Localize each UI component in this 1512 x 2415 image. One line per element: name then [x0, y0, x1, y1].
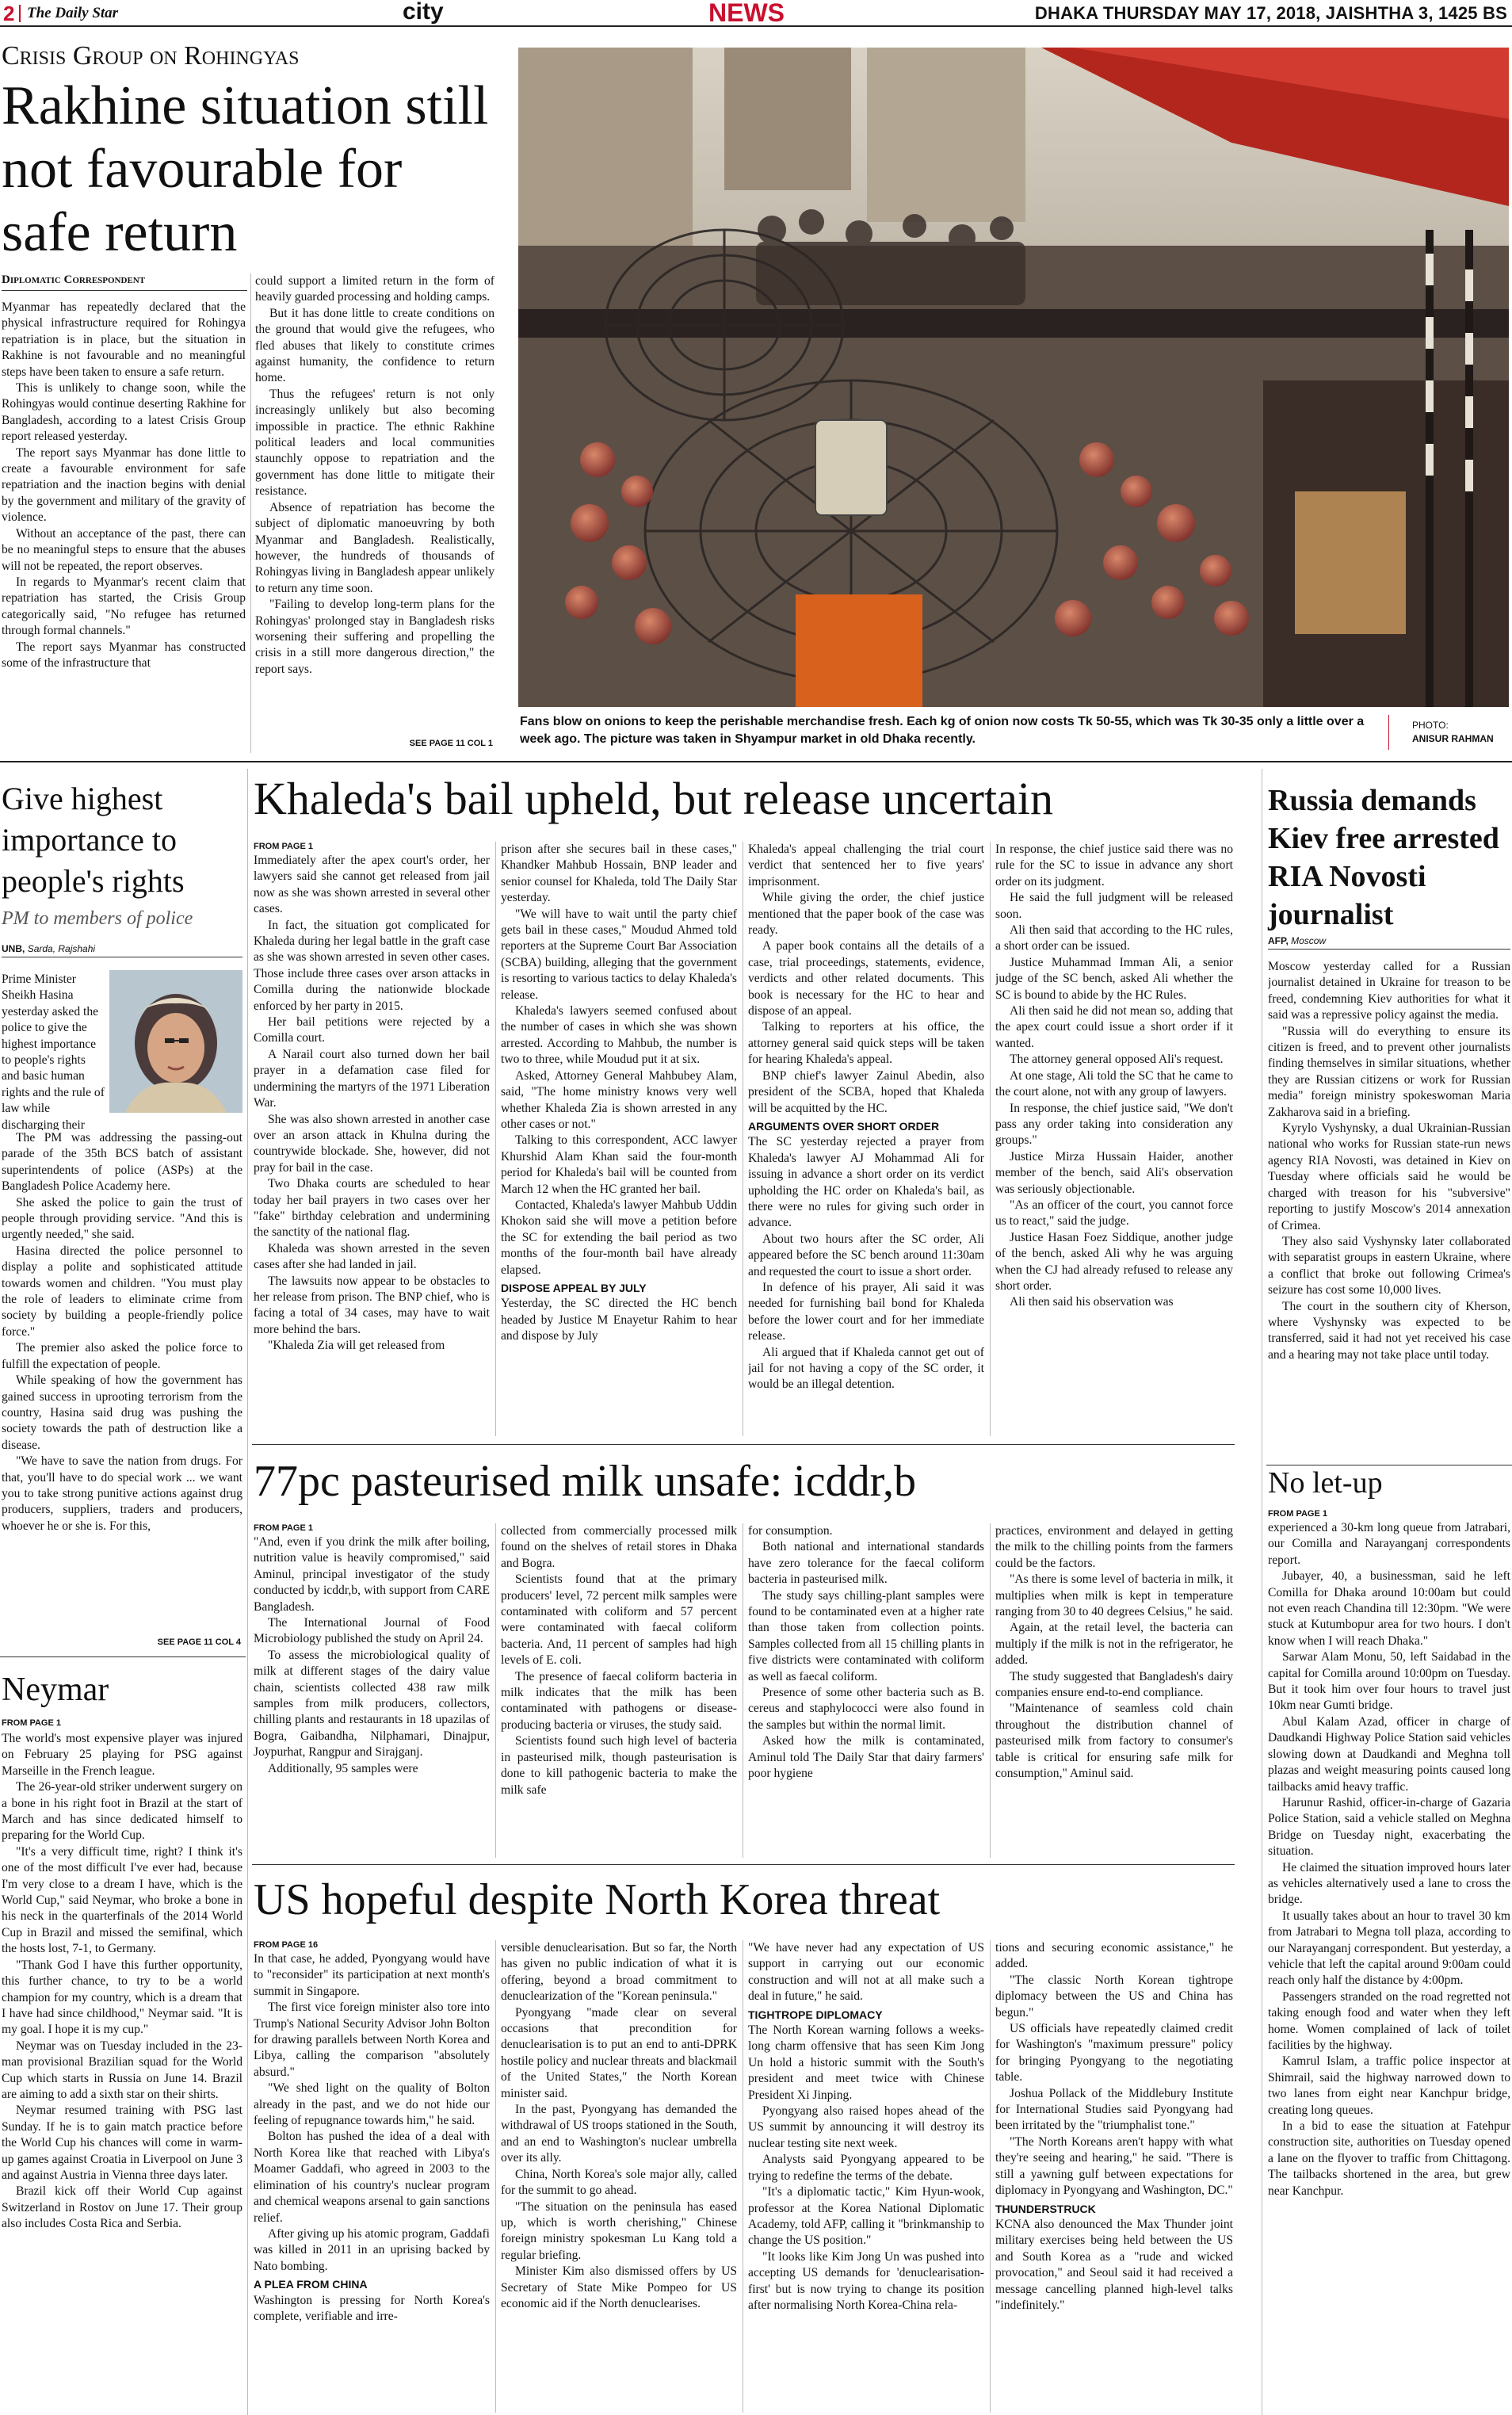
paragraph: "Maintenance of seamless cold chain throughout the distribution channel of pasteurised milk from factory to consumer's table is critical for ensuring safe milk for consumption," Aminul said. — [995, 1702, 1233, 1781]
paragraph: Bolton has pushed the idea of a deal with North Korea like that reached with Libya's Moamer Gaddafi, who agreed in 2003 to the elimination of his country's nuclear program and chemical weapons arsenal to gain sanctions relief. — [254, 2130, 490, 2225]
paragraph: Myanmar has repeatedly declared that the physical infrastructure required for Rohingya repatriation is in place, but the situation in Rakhine is not favourable and no meaningful steps have been taken to ensure a safe return. — [2, 300, 246, 379]
paragraph: Passengers stranded on the road regretted not taking enough food and water when they left home. Women complained of lack of toilet facilities by the highway. — [1268, 1989, 1510, 2052]
paragraph: While giving the order, the chief justice mentioned that the paper book of the case was ready. — [748, 891, 984, 938]
paragraph: It usually takes about an hour to travel 30 km from Jatrabari to Megna toll plaza, according to our Narayanganj correspondent. But yesterday, a vehicle that left the capital around 9:00am could reach only half the distance by 4:00pm. — [1268, 1909, 1510, 1988]
paragraph: Two Dhaka courts are scheduled to hear today her bail prayers in two cases over her "fake" birthday celebration and undermining the sanctity of the national flag. — [254, 1177, 490, 1240]
paragraph: She asked the police to gain the trust of people through providing service. "And this is urgently needed," she said. — [2, 1195, 242, 1242]
paragraph: "The North Koreans aren't happy with what they're seeing and hearing," he said. "There is still a yawning gulf between expectations for diplomacy in Pyongyang and Washington, DC." — [995, 2134, 1233, 2198]
paragraph: Both national and international standards have zero tolerance for the faecal coliform bacteria in pasteurised milk. — [748, 1540, 984, 1587]
paragraph: In regards to Myanmar's recent claim that repatriation has started, the Crisis Group categorically said, "No refugee has returned through formal channels." — [2, 575, 246, 638]
hasina-byline — [2, 943, 242, 957]
paragraph: Kamrul Islam, a traffic police inspector at Shimrail, said the highway narrowed down to two lanes from eight near Kanchpur bridge, creating long queues. — [1268, 2054, 1510, 2117]
lead-col-1 — [2, 300, 246, 753]
paragraph: While speaking of how the government has gained success in uprooting terrorism from the country, Hasina said drug was pushing the society towards the path of destruction like a disease. — [2, 1374, 242, 1452]
paragraph: US officials have repeatedly claimed credit for Washington's "maximum pressure" policy for bringing Pyongyang to the negotiating table. — [995, 2022, 1233, 2084]
paragraph: In that case, he added, Pyongyang would have to "reconsider" its participation at next month's summit in Singapore. — [254, 1952, 490, 1998]
paragraph: The report says Myanmar has constructed some of the infrastructure that — [2, 640, 246, 670]
paragraph: The presence of faecal coliform bacteria in milk indicates that the milk has been contaminated with pathogens or disease-producing bacteria or viruses, the study said. — [501, 1669, 737, 1732]
paragraph: Presence of some other bacteria such as B. cereus and staphylococci were also found in the samples but within the normal limit. — [748, 1686, 984, 1732]
paragraph: "Russia will do everything to ensure its citizen is freed, and to prevent other journalists finding themselves in similar situations, whether they are Russian citizens or work for Russian media" foreign ministry spokeswoman Maria Zakharova said in a briefing. — [1268, 1024, 1510, 1119]
paragraph: Khaleda's lawyers seemed confused about the number of cases in which she was shown arrested. According to Mahbub, the number is two to three, while Moudud put it at six. — [501, 1004, 737, 1067]
column-rule — [990, 842, 991, 1436]
paragraph: "The situation on the peninsula has eased up, which is worth cherishing," Chinese foreign ministry spokesman Lu Kang told a regular briefing. — [501, 2199, 737, 2262]
paragraph: To assess the microbiological quality of milk at different stages of the dairy value chain, scientists collected 438 raw milk samples from milk producers, collectors, chilling plants and restaurants in 18 upazilas of Bogra, Gaibandha, Nilphamari, Dinajpur, Joypurhat, Rangpur and Sirajganj. — [254, 1648, 490, 1760]
paragraph: "Khaleda Zia will get released from — [268, 1339, 445, 1353]
paragraph: The SC yesterday rejected a prayer from Khaleda's lawyer AJ Mohammad Ali for issuing in advance a short order on its verdict upholding the HC order on Khaleda's bail, as there were no rules for giving such order in advance. — [748, 1135, 984, 1230]
paragraph: The first vice foreign minister also tore into Trump's National Security Advisor John Bolton for drawing parallels between North Korea and Libya, calling the comparison "absolutely absurd." — [254, 2000, 490, 2079]
market-photo — [518, 48, 1509, 707]
khaleda-col-3 — [748, 842, 984, 1436]
section-name: city — [403, 0, 444, 25]
paragraph: "And, even if you drink the milk after boiling, nutrition value is heavily compromised," said Aminul, principal investigator of the study conducted by icddr,b, with support from CARE Bangladesh. — [254, 1535, 490, 1614]
khaleda-headline: Khaleda's bail upheld, but release uncertain — [254, 773, 1053, 824]
column-rule — [250, 273, 251, 753]
paragraph: "We will have to wait until the party chief gets bail in these cases," Moudud Ahmed told reporters at the Supreme Court Bar Association (SCBA) building, alleging that the government is resorting to various tactics to delay Khaleda's release. — [501, 907, 737, 1002]
hasina-headline: Give highest importance to people's rights — [2, 781, 185, 899]
paragraph: The premier also asked the police force to fulfill the expectation of people. — [2, 1341, 242, 1371]
story-divider — [252, 1864, 1235, 1865]
paragraph: Harunur Rashid, officer-in-charge of Gazaria Police Station, said a vehicle stalled on Meghna Bridge on Tuesday night, exacerbating the situation. — [1268, 1795, 1510, 1859]
hasina-portrait — [109, 970, 242, 1113]
lead-jump-link[interactable]: SEE PAGE 11 COL 1 — [409, 739, 493, 748]
paragraph: Her bail petitions were rejected by a Comilla court. — [254, 1015, 490, 1045]
neymar-body — [2, 1731, 242, 2413]
column-rule — [990, 1940, 991, 2413]
paragraph: In the past, Pyongyang has demanded the withdrawal of US troops stationed in the South, and an end to Washington's nuclear umbrella over its ally. — [501, 2103, 737, 2165]
paragraph: experienced a 30-km long queue from Jatrabari, our Comilla and Narayanganj correspondents report. — [1268, 1521, 1510, 1567]
letup-headline: No let-up — [1268, 1466, 1383, 1500]
nkorea-col-2 — [501, 1940, 737, 2413]
paragraph: collected from commercially processed milk found on the shelves of retail stores in Dhaka and Bogra. — [501, 1524, 737, 1570]
paragraph: Scientists found that at the primary producers' level, 72 percent milk samples were contaminated with coliform and 57 percent were contaminated with faecal coliform bacteria. And, 11 percent of samples had high levels of E. coli. — [501, 1572, 737, 1668]
photo-credit-rule — [1388, 715, 1389, 750]
paragraph: The report says Myanmar has done little to create a favourable environment for safe repatriation and the inaction begins with denial by the government and military of the gravity of violence. — [2, 445, 246, 525]
paragraph: The world's most expensive player was injured on February 25 playing for PSG against Marseille in the French league. — [2, 1732, 242, 1778]
paragraph: Yesterday, the SC directed the HC bench headed by Justice M Enayetur Rahim to hear and dispose by July — [501, 1297, 737, 1343]
column-rule — [990, 1523, 991, 1858]
paragraph: The International Journal of Food Microbiology published the study on April 24. — [254, 1616, 490, 1646]
lead-kicker: Crisis Group on Rohingyas — [2, 41, 300, 71]
paragraph: Minister Kim also dismissed offers by US Secretary of State Mike Pompeo for US economic aid if the North denuclearises. — [501, 2264, 737, 2310]
paragraph: Ali then said his observation was — [1010, 1295, 1174, 1309]
milk-from-page: FROM PAGE 1 — [254, 1523, 313, 1533]
khaleda-col-1 — [254, 853, 490, 1436]
paragraph: Kyrylo Vyshynsky, a dual Ukrainian-Russian national who works for Russian state-run news agency RIA Novosti, was detained in Kiev on Tuesday where officials said he would be charged with treason for his "subversive" reporting to justify Moscow's 2014 annexation of Crimea. — [1268, 1122, 1510, 1232]
paragraph: Analysts said Pyongyang appeared to be trying to redefine the terms of the debate. — [748, 2153, 984, 2183]
paragraph: Justice Mirza Hussain Haider, another member of the bench, said Ali's observation was seriously objectionable. — [995, 1149, 1233, 1196]
paragraph: Talking to this correspondent, ACC lawyer Khurshid Alam Khan said the four-month period for Khaleda's bail will be counted from March 12 when the HC granted her bail. — [501, 1133, 737, 1196]
paragraph: Without an acceptance of the past, there can be no meaningful steps to ensure that the abuses will not be repeated, the report observes. — [2, 526, 246, 573]
subheading: THUNDERSTRUCK — [995, 2202, 1096, 2215]
paragraph: Justice Muhammad Imman Ali, a senior judge of the SC bench, asked Ali whether the SC is bound to abide by the HC Rules. — [995, 955, 1233, 1002]
paragraph: Pyongyang also raised hopes ahead of the US summit by announcing it will destroy its nuclear testing site next week. — [748, 2104, 984, 2150]
paragraph: Neymar resumed training with PSG last Sunday. If he is to gain match practice before the World Cup his chances will come in warm-up games against Croatia in Liverpool on June 3 and against Austria in Vienna three days later. — [2, 2104, 242, 2182]
byline-place: Sarda, Rajshahi — [27, 943, 96, 954]
paragraph: A paper book contains all the details of a case, trial proceedings, statements, evidence, verdicts and other related documents. This book is necessary for the HC to hear and dispose of an appeal. — [748, 939, 984, 1018]
paragraph: versible denuclearisation. But so far, the North has given no public indication of what it is offering, beyond a broad commitment to denuclearization of the "Korean peninsula." — [501, 1941, 737, 2004]
paragraph: In defence of his prayer, Ali said it was needed for furnishing bail bond for Khaleda before the lower court and for her immediate release. — [748, 1280, 984, 1343]
paragraph: "The classic North Korean tightrope diplomacy between the US and China has begun." — [995, 1973, 1233, 2020]
paragraph: The attorney general opposed Ali's request. — [1010, 1053, 1224, 1067]
paragraph: Prime Minister Sheikh Hasina yesterday asked the police to give the highest importance to people's rights and basic human rights and the rule of law while discharging their — [2, 972, 105, 1130]
paper-name: The Daily Star — [27, 5, 119, 21]
milk-col-1 — [254, 1534, 490, 1858]
paragraph: "It's a diplomatic tactic," Kim Hyun-wook, professor at the Korea National Diplomatic Academy, told AFP, calling it "brinkmanship to change the US position." — [748, 2185, 984, 2248]
paragraph: Khaleda was shown arrested in the seven cases after she had landed in jail. — [254, 1241, 490, 1272]
page-number: 2 — [3, 2, 15, 25]
story-divider — [252, 1444, 1235, 1445]
paragraph: Scientists found such high level of bacteria in pasteurised milk, though pasteurisation is done to kill pathogenic bacteria to make the milk safe — [501, 1734, 737, 1797]
paragraph: In a bid to ease the situation at Fatehpur construction site, authorities on Tuesday opened a lane on the flyover to traffic from Chittagong. The tailbacks shortened in the area, but grew near Kanchpur. — [1268, 2119, 1510, 2198]
milk-col-3 — [748, 1523, 984, 1858]
paragraph: Ali then said he did not mean so, adding that the apex court could issue a short order if it wanted. — [995, 1004, 1233, 1050]
neymar-headline: Neymar — [2, 1672, 109, 1708]
paragraph: He claimed the situation improved hours later as vehicles alternatively used a lane to cross the bridge. — [1268, 1860, 1510, 1907]
paragraph: "As an officer of the court, you cannot force us to react," said the judge. — [995, 1198, 1233, 1229]
paragraph: "Thank God I have this further opportunity, this further chance, to try to be a world champion for my country, which is a dream that I have had since childhood," Neymar said. "It is my goal. I hope it is my cup." — [2, 1958, 242, 2037]
paragraph: "It looks like Kim Jong Un was pushed into accepting US demands for 'denuclearisation-first' but is now trying to change its position after normalising North Korea-China rela- — [748, 2249, 984, 2312]
paragraph: Ali then said that according to the HC rules, a short order can be issued. — [995, 923, 1233, 953]
paragraph: Hasina directed the police personnel to display a polite and sophisticated attitude towards women and children. "You must play the role of leaders to eliminate crime from society by building a people-friendly police force." — [2, 1244, 242, 1339]
paragraph: Neymar was on Tuesday included in the 23-man provisional Brazilian squad for the World Cup which starts in Russia on June 14. Brazil are aiming to add a sixth star on their shirts. — [2, 2039, 242, 2101]
milk-col-4 — [995, 1523, 1233, 1858]
category-label: NEWS — [708, 0, 785, 27]
paragraph: Ali argued that if Khaleda cannot get out of jail for not having a copy of the SC order, it would be an illegal detention. — [748, 1345, 984, 1392]
lead-col-2 — [255, 273, 494, 733]
paragraph: "We shed light on the quality of Bolton already in the past, and we do not hide our feeling of repugnance towards him," he said. — [254, 2081, 490, 2128]
russia-body — [1268, 959, 1510, 1463]
paragraph: She was also shown arrested in another case over an arson attack in Khulna during the countrywide blockade. She, however, did not pray for bail in the case. — [254, 1112, 490, 1175]
nkorea-col-4 — [995, 1940, 1233, 2413]
milk-headline: 77pc pasteurised milk unsafe: icddr,b — [254, 1457, 916, 1506]
byline-agency: UNB, — [2, 943, 25, 954]
paragraph: Jubayer, 40, a businessman, said he left Comilla for Dhaka around 10:00am but could not even reach Chandina till 12:30pm. "We were stuck at Kutumbopur area for two hours. I don't know when I will reach Dhaka." — [1268, 1569, 1510, 1648]
onion-market-illustration — [518, 48, 1509, 707]
milk-col-2 — [501, 1523, 737, 1858]
paragraph: "It's a very difficult time, right? I think it's one of the most difficult I've ever had, because I'm very close to a dream I have, which is the World Cup," said Neymar, who broke a bone in his neck in the quarterfinals of the 2014 World Cup in Brazil and missed the semifinal, which the hosts lost, 7-1, to Germany. — [2, 1844, 242, 1956]
lead-byline: Diplomatic Correspondent — [2, 273, 247, 291]
subheading: ARGUMENTS OVER SHORT ORDER — [748, 1119, 940, 1133]
paragraph: for consumption. — [748, 1524, 833, 1538]
paragraph: Talking to reporters at his office, the attorney general said quick steps will be taken for hearing Khaleda's appeal. — [748, 1020, 984, 1067]
paragraph: practices, environment and delayed in getting the milk to the chilling points from the farmers could be the factors. — [995, 1524, 1233, 1570]
lead-headline: Rakhine situation still not favourable for safe return — [2, 75, 489, 263]
paragraph: In response, the chief justice said there was no rule for the SC to issue in advance any short order on its judgment. — [995, 843, 1233, 888]
paragraph: Brazil kick off their World Cup against Switzerland in Rostov on June 17. Their group also includes Costa Rica and Serbia. — [2, 2184, 242, 2231]
paragraph: Abul Kalam Azad, officer in charge of Daudkandi Highway Police Station said vehicles slowing down at Daudkandi and Meghna toll plazas and weight measuring points caused long tailbacks amid heavy traffic. — [1268, 1714, 1510, 1794]
paragraph: The court in the southern city of Kherson, where Vyshynsky was expected to be transferred, said it had not yet received his case and a hearing may not take place until today. — [1268, 1299, 1510, 1362]
photo-credit-label: PHOTO: — [1412, 720, 1449, 731]
paragraph: Contacted, Khaleda's lawyer Mahbub Uddin Khokon said she will move a petition before the SC for extending the bail period as two months of the four-month bail have already elapsed. — [501, 1198, 737, 1277]
paragraph: tions and securing economic assistance," he added. — [995, 1941, 1233, 1971]
paragraph: The PM was addressing the passing-out parade of the 35th BCS batch of assistant superintendents of police (ASPs) at the Bangladesh Police Academy here. — [2, 1131, 242, 1194]
paragraph: The North Korean warning follows a weeks-long charm offensive that has seen Kim Jong Un hold a historic summit with the South's president and meet twice with Chinese President Xi Jinping. — [748, 2023, 984, 2102]
paragraph: He said the full judgment will be released soon. — [995, 891, 1233, 921]
paragraph: But it has done little to create conditions on the ground that would give the refugees, who fled abuses that likely to constitute crimes against humanity, the confidence to return home. — [255, 306, 494, 385]
letup-body — [1268, 1520, 1510, 2413]
paragraph: Pyongyang "made clear on several occasions that precondition for denuclearisation is to put an end to anti-DPRK hostile policy and nuclear threats and blackmail of the United States," the North Korean minister said. — [501, 2005, 737, 2100]
paragraph: In response, the chief justice said, "We don't pass any order taking into consideration any groups." — [995, 1101, 1233, 1148]
hasina-intro — [2, 972, 106, 1130]
hasina-subhead: PM to members of police — [2, 908, 193, 929]
paragraph: Asked, Attorney General Mahbubey Alam, said, "The home ministry knows very well whether Khaleda Zia is shown arrested in any other cases or not." — [501, 1068, 737, 1131]
nkorea-col-1 — [254, 1951, 490, 2413]
paragraph: Immediately after the apex court's order, her lawyers said she cannot get released from jail now as she was shown arrested in several other cases. — [254, 854, 490, 916]
paragraph: Justice Hasan Foez Siddique, another judge of the bench, asked Ali why he was arguing when the CJ had already refused to release any short order. — [995, 1230, 1233, 1293]
paragraph: They also said Vyshynsky later collaborated with separatist groups in eastern Ukraine, where a conflict that broke out following Crimea's seizure has cost some 10,000 lives. — [1268, 1234, 1510, 1297]
paragraph: Again, at the retail level, the bacteria can multiply if the milk is not in the refrigerator, he added. — [995, 1621, 1233, 1668]
masthead-separator — [19, 5, 21, 22]
paragraph: At one stage, Ali told the SC that he came to the court alone, not with any group of lawyers. — [995, 1068, 1233, 1099]
paragraph: Thus the refugees' return is not only increasingly unlikely but also becoming impossible in practice. The ethnic Rakhine political leaders and local communities staunchly oppose to repatriation and the government has done little to mitigate their resistance. — [255, 387, 494, 499]
paragraph: The 26-year-old striker underwent surgery on a bone in his right foot in Brazil at the start of March and has since dedicated himself to preparing for the World Cup. — [2, 1780, 242, 1843]
story-divider — [0, 1656, 246, 1657]
paragraph: China, North Korea's sole major ally, called for the summit to go ahead. — [501, 2167, 737, 2198]
paragraph: After giving up his atomic program, Gaddafi was killed in 2011 in an uprising backed by Nato bombing. — [254, 2226, 490, 2273]
khaleda-from-page: FROM PAGE 1 — [254, 842, 313, 851]
russia-headline: Russia demands Kiev free arrested RIA Novosti journalist — [1268, 784, 1499, 931]
paragraph: This is unlikely to change soon, while the Rohingyas would continue deserting Rakhine for Bangladesh, according to a latest Crisis Group report released yesterday. — [2, 381, 246, 444]
hasina-body — [2, 1130, 242, 1634]
masthead — [0, 0, 1512, 27]
sheikh-hasina-portrait-illustration — [109, 970, 242, 1113]
paragraph: KCNA also denounced the Max Thunder joint military exercises being held between the US and South Korea as a "rude and wicked provocation," and Seoul said it had received a message cancelling planned high-level talks "indefinitely." — [995, 2217, 1233, 2312]
paragraph: "We have to save the nation from drugs. For that, you'll have to do special work ... we want you to take strong punitive actions against drug producers, suppliers, traders and producers, whoever he or she is. For this, — [2, 1454, 242, 1533]
paragraph: About two hours after the SC order, Ali appeared before the SC bench around 11:30am and requested the court to issue a short order. — [748, 1232, 984, 1278]
paragraph: Washington is pressing for North Korea's complete, verifiable and irre- — [254, 2293, 490, 2323]
paragraph: The study says chilling-plant samples were found to be contaminated even at a higher rate than those taken from collection points. Samples collected from all 15 chilling plants in five districts were contaminated with coliform as well as faecal coliform. — [748, 1588, 984, 1683]
neymar-from-page: FROM PAGE 1 — [2, 1718, 61, 1728]
hasina-jump-link[interactable]: SEE PAGE 11 COL 4 — [157, 1637, 241, 1647]
paragraph: The lawsuits now appear to be obstacles to her release from prison. The BNP chief, who is facing a total of 34 cases, may have to wait more behind the bars. — [254, 1274, 490, 1336]
subheading: A PLEA FROM CHINA — [254, 2278, 368, 2291]
paragraph: Absence of repatriation has become the subject of diplomatic manoeuvring by both Myanmar and Bangladesh. Realistically, however, the hundreds of thousands of Rohingyas living in Bangladesh appear unlikely to return any time soon. — [255, 500, 494, 595]
paragraph: Joshua Pollack of the Middlebury Institute for International Studies said Pyongyang had been irritated by the "triumphalist tone." — [995, 2086, 1233, 2133]
paragraph: BNP chief's lawyer Zainul Abedin, also president of the SCBA, hoped that Khaleda will be acquitted by the HC. — [748, 1068, 984, 1115]
section-divider — [0, 761, 1512, 762]
column-rule — [495, 1940, 496, 2413]
paragraph: "Failing to develop long-term plans for the Rohingyas' prolonged stay in Bangladesh risks worsening their suffering and propelling the crisis in a still more dangerous direction," the report says. — [255, 598, 494, 676]
photo-credit-name: ANISUR RAHMAN — [1412, 733, 1494, 744]
byline-place: Moscow — [1291, 935, 1327, 946]
nkorea-from-page: FROM PAGE 16 — [254, 1940, 319, 1950]
paragraph: Khaleda's appeal challenging the trial court verdict that sentenced her to five years' imprisonment. — [748, 843, 984, 888]
khaleda-col-2 — [501, 842, 737, 1436]
khaleda-col-4 — [995, 842, 1233, 1436]
column-rule — [495, 842, 496, 1436]
paragraph: Asked how the milk is contaminated, Aminul told The Daily Star that dairy farmers' poor hygiene — [748, 1734, 984, 1781]
nkorea-col-3 — [748, 1940, 984, 2413]
russia-byline — [1268, 935, 1510, 950]
paragraph: Sarwar Alam Monu, 50, left Saidabad in the capital for Comilla around 10:00pm on Tuesday. But it took him over four hours to travel just 10km near Gumti bridge. — [1268, 1650, 1510, 1713]
paragraph: In fact, the situation got complicated for Khaleda during her legal battle in the graft case as she was shown arrested in seven other cases. Those include three cases over arson attacks in Comilla during the nationwide blockade enforced by her party in 2015. — [254, 918, 490, 1013]
photo-caption: Fans blow on onions to keep the perishable merchandise fresh. Each kg of onion now costs Tk 50-55, which was Tk 30-35 only a little over a week ago. The picture was taken in Shyampur market in old Dhaka recently. — [520, 715, 1365, 746]
column-rule — [247, 769, 248, 2415]
paragraph: Additionally, 95 samples were — [268, 1761, 418, 1775]
nkorea-headline: US hopeful despite North Korea threat — [254, 1875, 941, 1924]
letup-from-page: FROM PAGE 1 — [1268, 1509, 1327, 1519]
paragraph: could support a limited return in the form of heavily guarded processing and holding camps. — [255, 274, 494, 304]
paragraph: The study suggested that Bangladesh's dairy companies ensure end-to-end compliance. — [995, 1669, 1233, 1700]
byline-agency: AFP, — [1268, 935, 1289, 946]
paragraph: Moscow yesterday called for a Russian journalist detained in Ukraine for treason to be freed, condemning Kiev authorities for what it said was a repressive policy against the media. — [1268, 960, 1510, 1022]
paragraph: "As there is some level of bacteria in milk, it multiplies when milk is kept in temperature ranging from 30 to 40 degrees Celsius," he said. — [995, 1572, 1233, 1619]
paragraph: prison after she secures bail in these cases," Khandker Mahbub Hossain, BNP leader and senior counsel for Khaleda, told The Daily Star yesterday. — [501, 843, 737, 905]
paragraph: "We have never had any expectation of US support in carrying out our economic construction and will not at all make such a deal in future," he said. — [748, 1941, 984, 2004]
subheading: TIGHTROPE DIPLOMACY — [748, 2008, 883, 2021]
date-line: DHAKA THURSDAY MAY 17, 2018, JAISHTHA 3, 1425 BS — [1034, 3, 1507, 23]
column-rule — [495, 1523, 496, 1858]
subheading: DISPOSE APPEAL BY JULY — [501, 1281, 647, 1294]
paragraph: A Narail court also turned down her bail prayer in a defamation case filed for undermining the martyrs of the 1971 Liberation War. — [254, 1047, 490, 1110]
